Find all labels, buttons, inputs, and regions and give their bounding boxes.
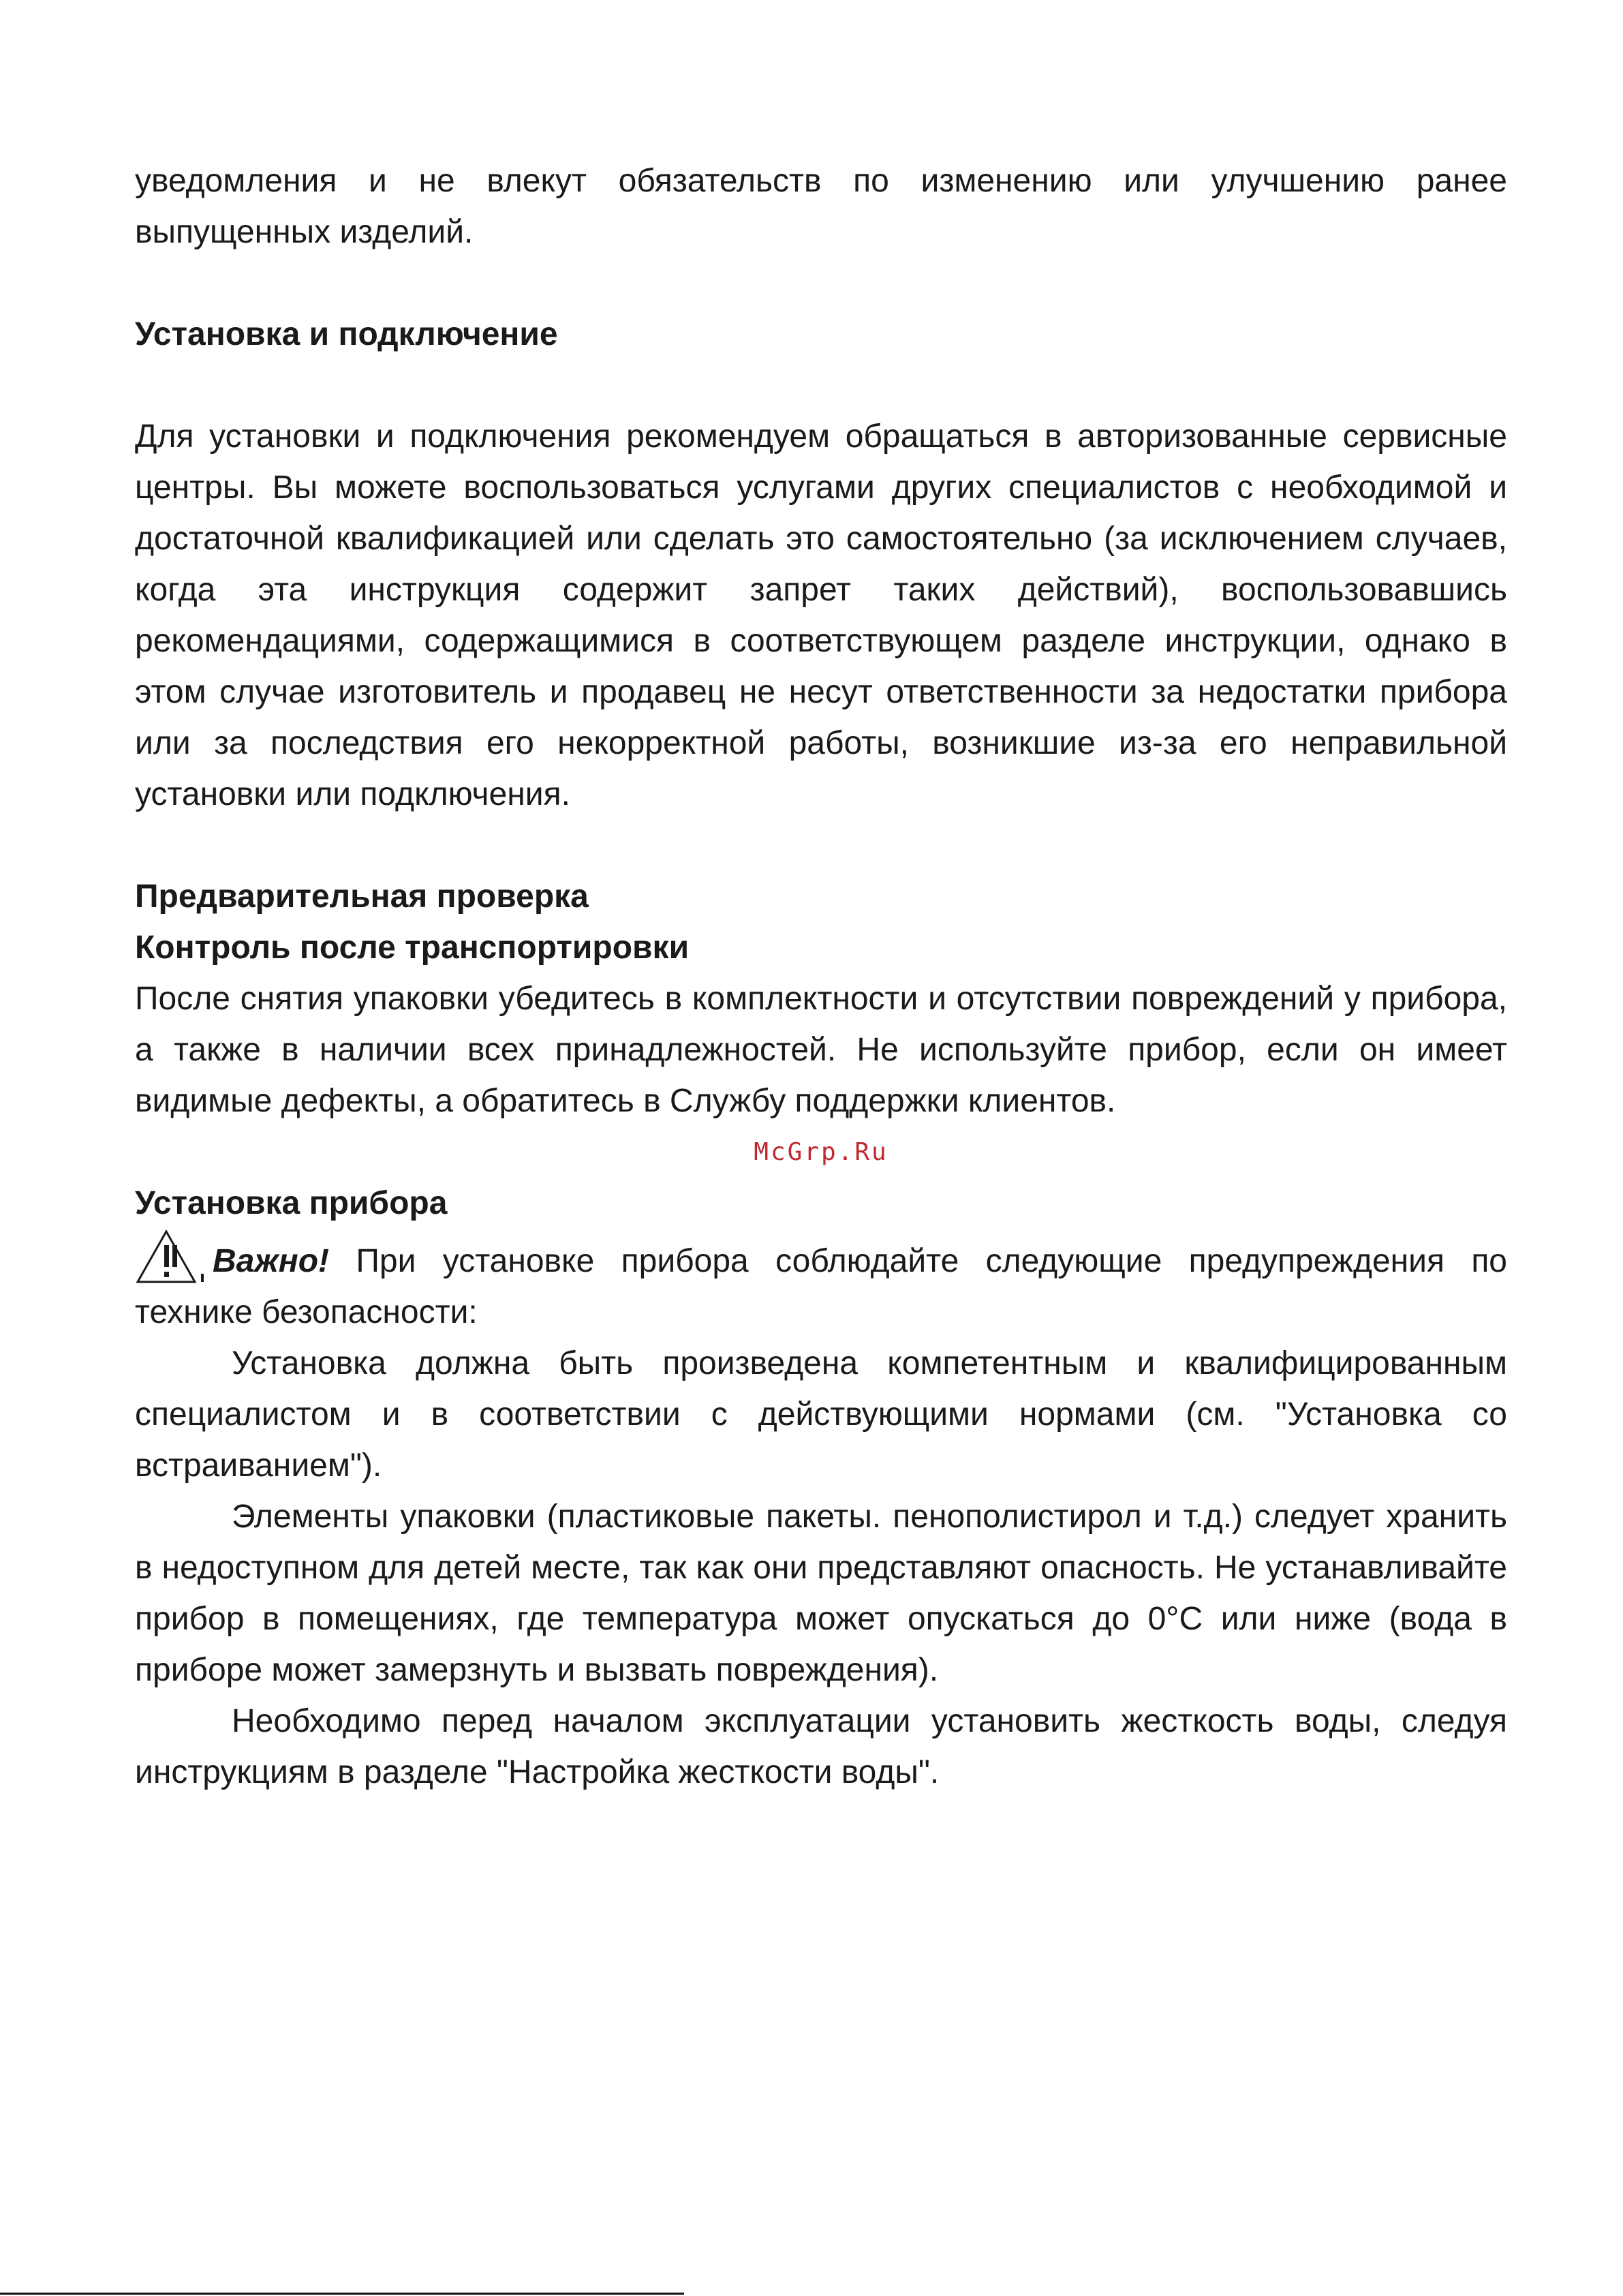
precheck-heading: Предварительная проверка (135, 878, 589, 915)
device-install-heading: Установка прибора (135, 1185, 448, 1221)
spacer (135, 258, 1507, 309)
install-connect-paragraph: Для установки и подключения рекомендуем обращаться в авторизованные сервисные центры. Вы можете воспользоваться услугами других специалистов с необходимой и достаточной квалификацией или сделать это самостоятельно (за исключением случаев, когда эта инструкция содержит запрет таких действий), воспользовавшись рекомендациями, содержащимися в соответствующем разделе инструкции, однако в этом случае изготовитель и продавец не несут ответственности за недостатки прибора или за последствия его некорректной работы, возникшие из-за его неправильной установки или подключения. (135, 418, 1507, 812)
install-paragraph-1: Установка должна быть произведена компетентным и квалифицированным специалистом и в соответствии с действующими нормами (см. "Установка со встраиванием"). (135, 1345, 1507, 1484)
warning-text: При установке прибора соблюдайте следующие предупреждения по технике безопасности: (135, 1243, 1508, 1330)
precheck-paragraph: После снятия упаковки убедитесь в комплектности и отсутствии повреждений у прибора, а также в наличии всех принадлежностей. Не используйте прибор, если он имеет видимые дефекты, а обратитесь в Службу поддержки клиентов. (135, 981, 1507, 1119)
spacer (135, 820, 1507, 871)
warning-triangle-icon (135, 1229, 208, 1280)
document-page (135, 155, 1507, 1798)
intro-continuation-text: уведомления и не влекут обязательств по изменению или улучшению ранее выпущенных изделий. (135, 163, 1507, 250)
transport-check-subheading: Контроль после транспортировки (135, 930, 690, 966)
warning-label: Важно! (213, 1243, 329, 1279)
spacer (135, 360, 1507, 411)
warning-paragraph (135, 1229, 1507, 1338)
install-connect-heading: Установка и подключение (135, 316, 558, 352)
install-paragraph-2: Элементы упаковки (пластиковые пакеты. пенополистирол и т.д.) следует хранить в недоступном для детей месте, так как они представляют опасность. Не устанавливайте прибор в помещениях, где температура может опускаться до 0°C или ниже (вода в приборе может замерзнуть и вызвать повреждения). (135, 1499, 1507, 1688)
watermark-text: McGrp.Ru (754, 1138, 888, 1166)
footnote-divider (0, 2293, 684, 2295)
install-paragraph-3: Необходимо перед началом эксплуатации установить жесткость воды, следуя инструкциям в разделе "Настройка жесткости воды". (135, 1703, 1507, 1790)
